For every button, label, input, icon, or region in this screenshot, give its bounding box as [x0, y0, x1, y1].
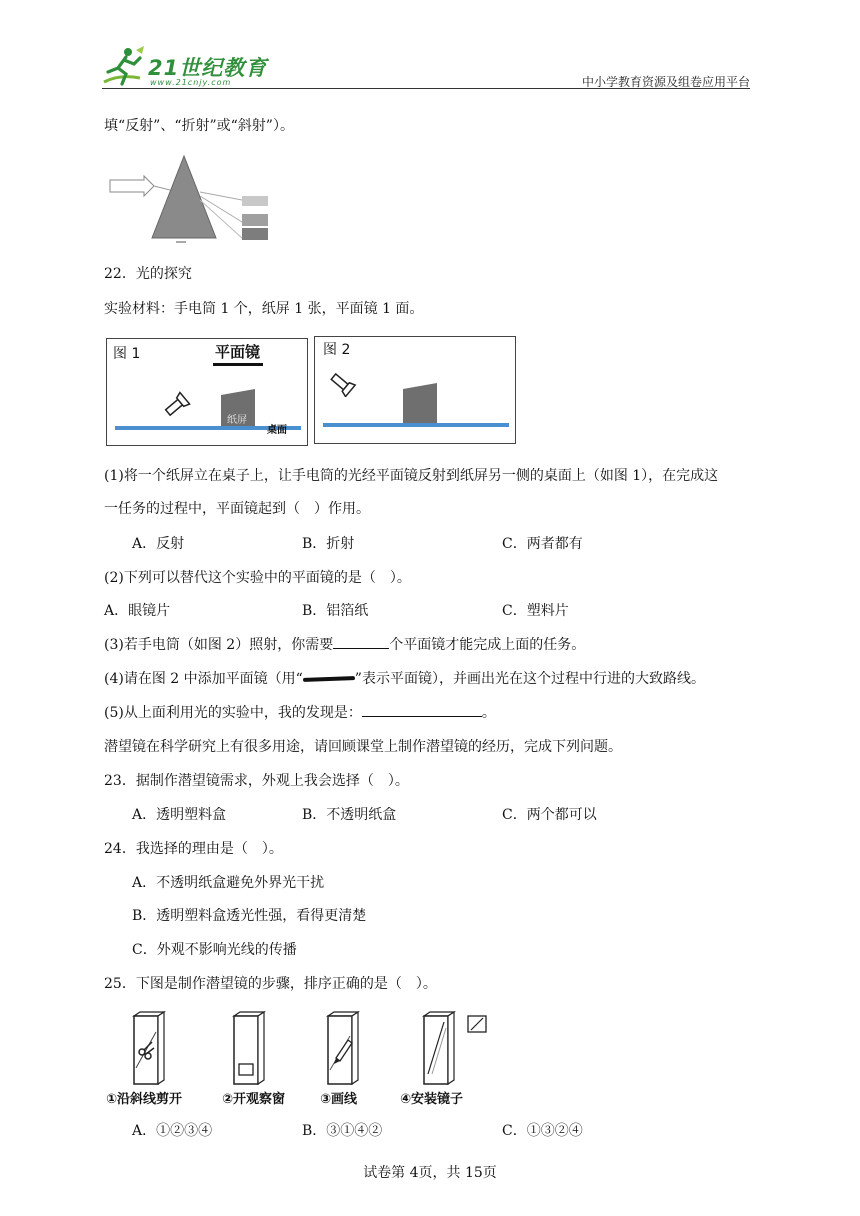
q22-p1-option-b: B．折射 — [302, 536, 355, 552]
q22-p3-before: (3)若手电筒（如图 2）照射，你需要 — [104, 637, 334, 653]
logo — [100, 44, 270, 90]
q23-option-a: A．透明塑料盒 — [132, 807, 227, 823]
step-1-label: ①沿斜线剪开 — [106, 1092, 183, 1107]
q24-option-a: A．不透明纸盒避免外界光干扰 — [132, 875, 325, 891]
figure-2 — [314, 336, 516, 444]
q24-option-b: B．透明塑料盒透光性强，看得更清楚 — [132, 908, 367, 924]
figure-1 — [106, 338, 308, 446]
answer-blank[interactable] — [333, 635, 389, 649]
q25-option-a: A．①②③④ — [132, 1123, 213, 1139]
q23-text: 23．据制作潜望镜需求，外观上我会选择（ ）。 — [104, 773, 409, 789]
q25-option-c: C．①③②④ — [502, 1123, 583, 1139]
q22-title: 22．光的探究 — [104, 266, 192, 282]
q23-option-b: B．不透明纸盒 — [302, 807, 397, 823]
q22-p1-line1: (1)将一个纸屏立在桌子上，让手电筒的光经平面镜反射到纸屏另一侧的桌面上（如图 1），在完成这 — [104, 468, 719, 484]
prism-figure — [108, 152, 280, 244]
q22-p3-after: 个平面镜才能完成上面的任务。 — [389, 637, 586, 653]
step-1-box-icon — [134, 1012, 164, 1084]
platform-name: 中小学教育资源及组卷应用平台 — [581, 75, 750, 89]
mirror-symbol-icon — [303, 676, 355, 682]
answer-blank[interactable] — [362, 703, 482, 717]
mirror-underline — [213, 363, 263, 366]
paper-screen-icon — [403, 383, 439, 423]
q22-p4-after: ”表示平面镜），并画出光在这个过程中行进的大致路线。 — [354, 671, 705, 687]
q24-text: 24．我选择的理由是（ ）。 — [104, 841, 283, 857]
figure-1-label: 图 1 — [113, 346, 141, 362]
q22-p2-option-c: C．塑料片 — [502, 603, 569, 619]
q22-p4 — [104, 669, 705, 689]
step-3-box-icon — [328, 1012, 358, 1084]
q22-p5 — [104, 703, 496, 723]
desk-label: 桌面 — [267, 425, 287, 436]
page-footer: 试卷第 4页，共 15页 — [363, 1165, 497, 1181]
intro-line: 填“反射”、“折射”或“斜射”）。 — [104, 118, 294, 134]
q22-p4-before: (4)请在图 2 中添加平面镜（用“ — [104, 671, 303, 687]
header-divider — [102, 88, 750, 89]
q25-text: 25．下图是制作潜望镜的步骤，排序正确的是（ ）。 — [104, 976, 437, 992]
q22-p1-line2: 一任务的过程中，平面镜起到（ ）作用。 — [104, 501, 370, 517]
periscope-steps-figure — [104, 1008, 504, 1110]
flashlight-icon — [327, 371, 359, 397]
q22-p2: (2)下列可以替代这个实验中的平面镜的是（ ）。 — [104, 570, 411, 586]
mirror-label: 平面镜 — [215, 343, 261, 361]
figure-2-label: 图 2 — [323, 342, 351, 358]
periscope-intro: 潜望镜在科学研究上有很多用途，请回顾课堂上制作潜望镜的经历，完成下列问题。 — [104, 739, 622, 755]
q22-p2-option-b: B．铝箔纸 — [302, 603, 369, 619]
q22-p3 — [104, 635, 585, 655]
desk-surface — [323, 423, 509, 427]
flashlight-icon — [161, 391, 191, 419]
q22-p2-option-a: A．眼镜片 — [104, 603, 171, 619]
q22-p1-option-c: C．两者都有 — [502, 536, 583, 552]
step-4-box-icon — [424, 1012, 486, 1084]
q22-materials: 实验材料：手电筒 1 个，纸屏 1 张，平面镜 1 面。 — [104, 301, 424, 317]
step-2-box-icon — [234, 1012, 264, 1084]
step-3-label: ③画线 — [320, 1092, 358, 1107]
q23-option-c: C．两个都可以 — [502, 807, 597, 823]
q22-p5-after: 。 — [481, 705, 496, 721]
logo-text: 21世纪教育 — [148, 56, 268, 80]
q22-p5-before: (5)从上面利用光的实验中，我的发现是： — [104, 705, 362, 721]
q24-option-c: C．外观不影响光线的传播 — [132, 942, 297, 958]
screen-label: 纸屏 — [227, 415, 247, 426]
q25-option-b: B．③①④② — [302, 1123, 383, 1139]
step-4-label: ④安装镜子 — [400, 1092, 464, 1107]
logo-url: www.21cnjy.com — [150, 78, 232, 87]
q22-p1-option-a: A．反射 — [132, 536, 185, 552]
step-2-label: ②开观察窗 — [222, 1092, 286, 1107]
